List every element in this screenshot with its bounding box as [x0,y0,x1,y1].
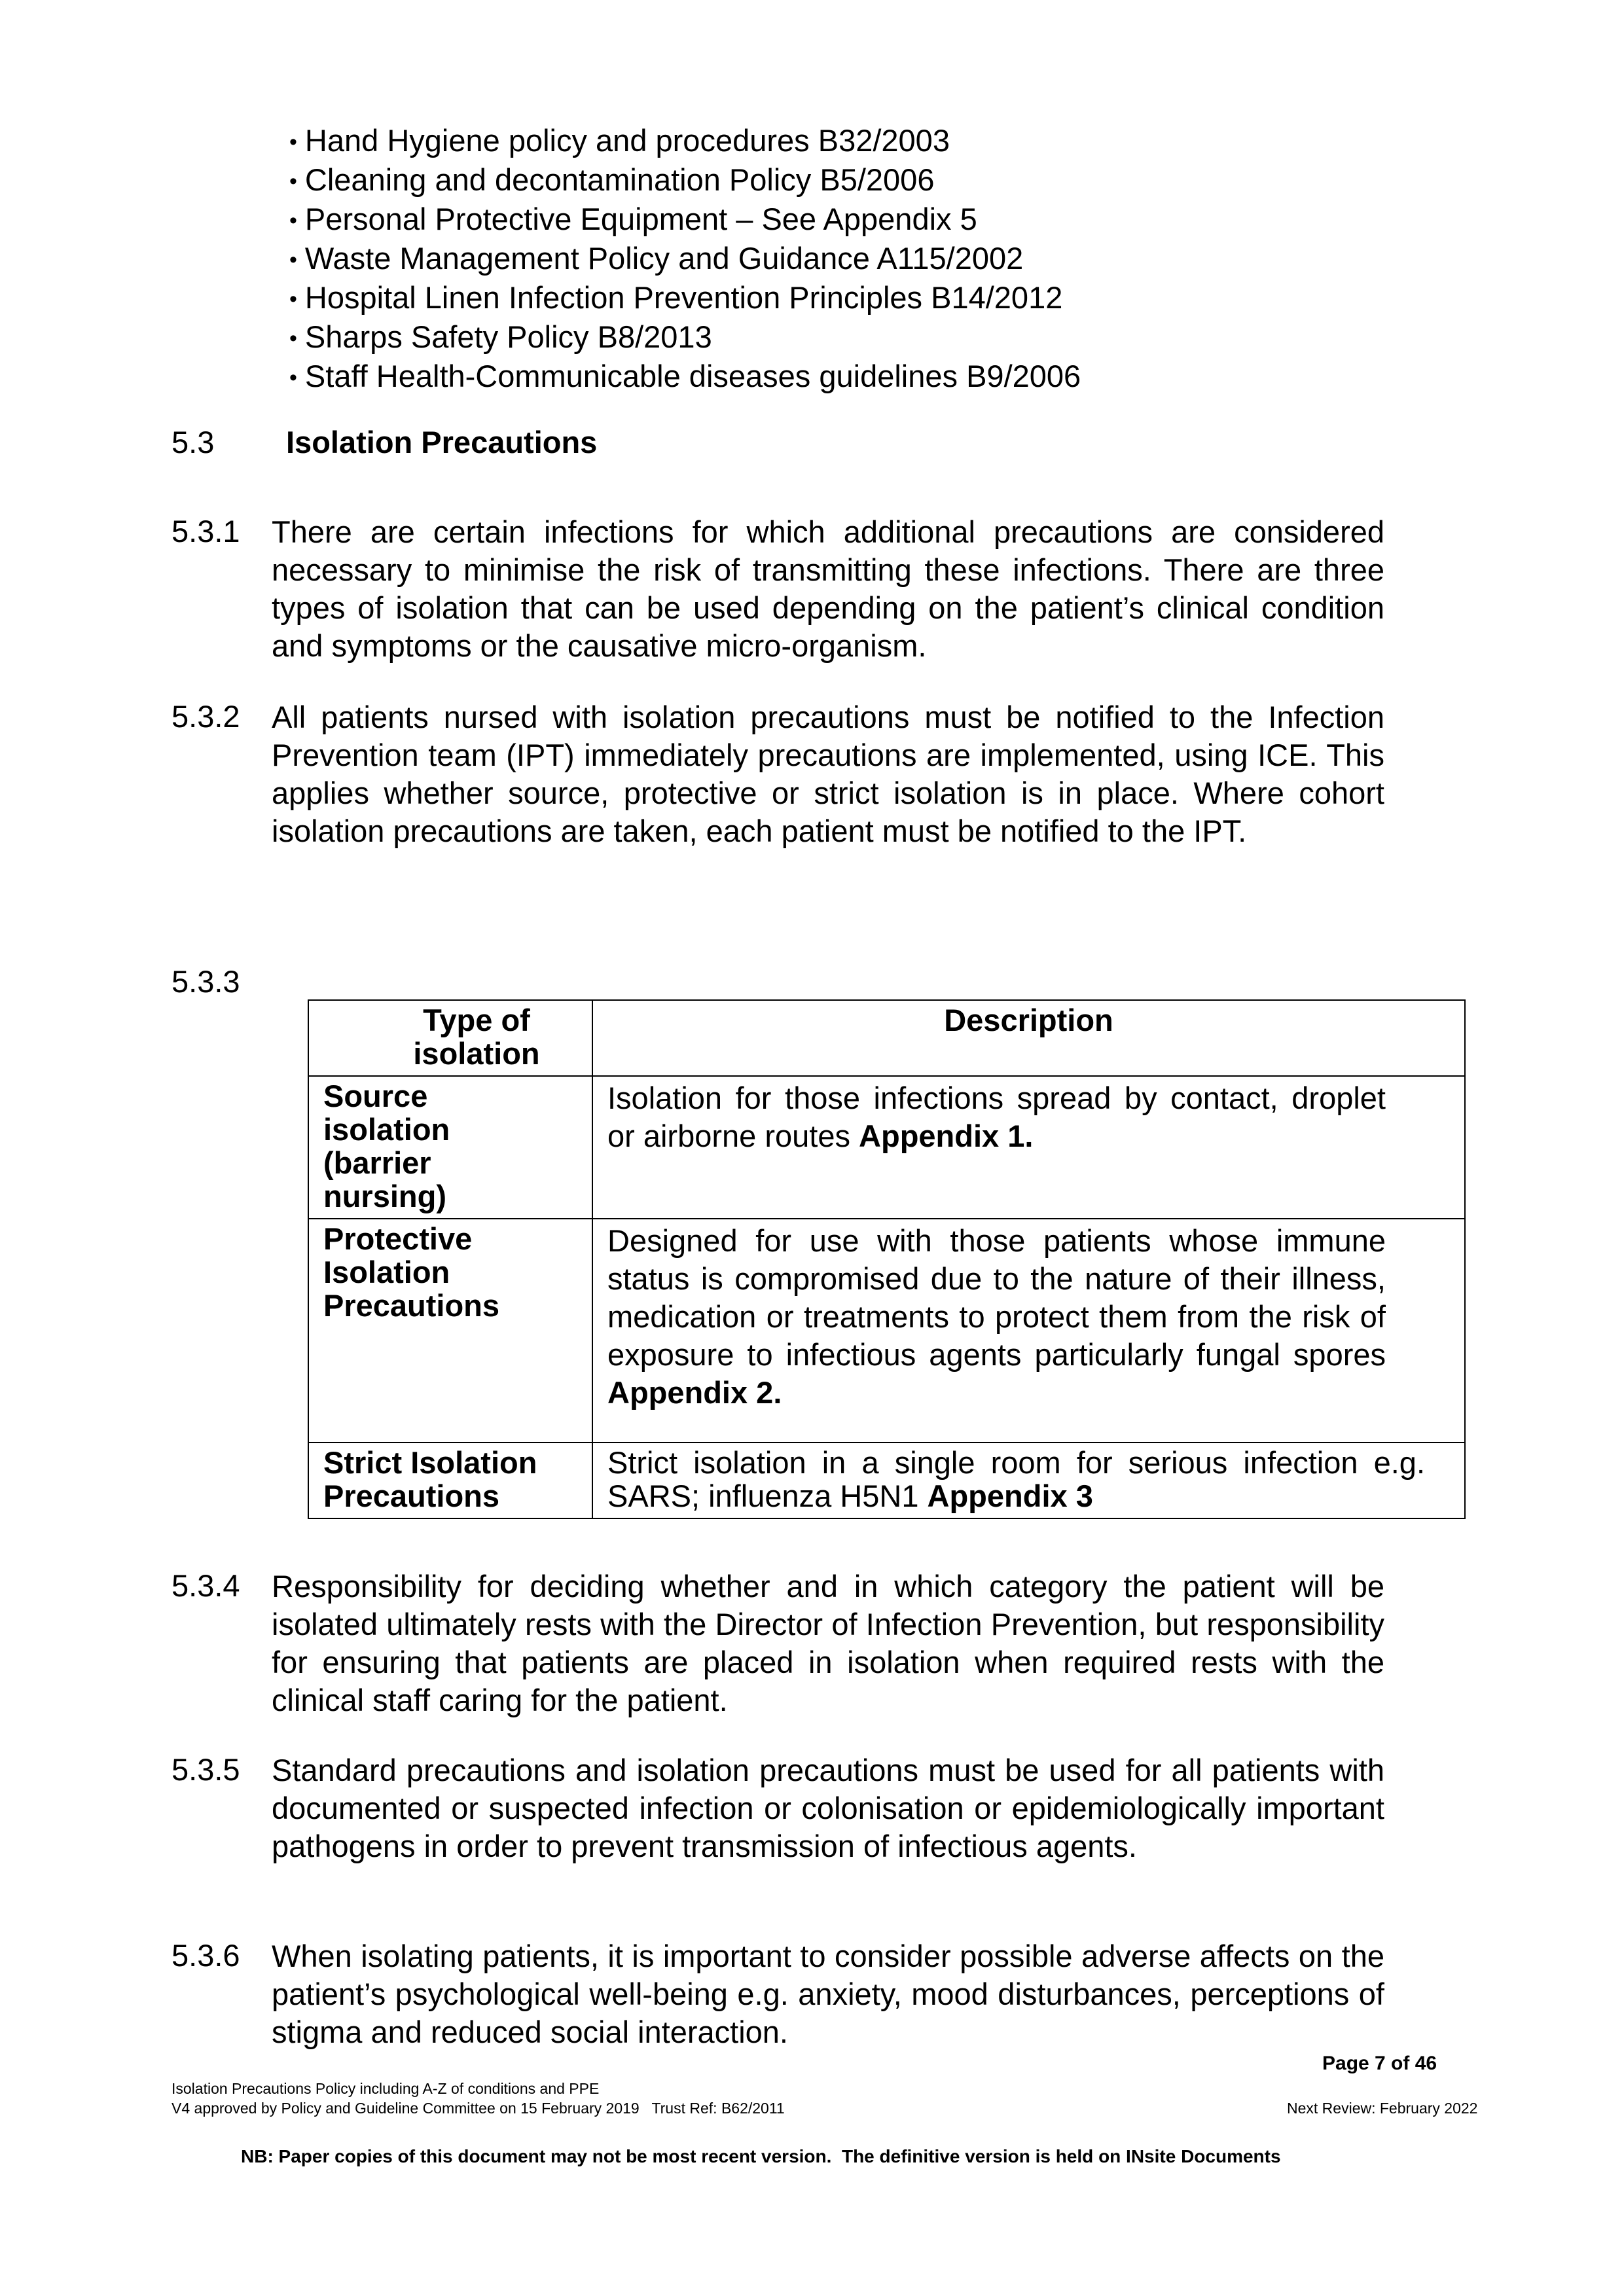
approval-info: V4 approved by Policy and Guideline Committee on 15 February 2019 Trust Ref: B62/2011 [171,2100,785,2117]
appendix-reference: Appendix 2. [607,1375,782,1410]
list-item: • Waste Management Policy and Guidance A115/2002 [289,241,1024,276]
table-header-row [308,1000,1465,1076]
section-number: 5.3 [171,425,215,459]
section-title: Isolation Precautions [286,425,598,459]
paragraph-number: 5.3.5 [171,1752,240,1787]
isolation-description-cell: Designed for use with those patients whose immune status is compromised due to the nature of their illness, medication or treatments to protect them from the risk of exposure to infectious agents particularly fungal spores Appendix 2. [592,1219,1465,1443]
isolation-type-cell: Source isolation (barrier nursing) [308,1076,592,1219]
paragraph-text: All patients nursed with isolation precautions must be notified to the Infection Prevention team (IPT) immediately precautions are implemented, using ICE. This applies whether source, protective or strict isolation is in place. Where cohort isolation precautions are taken, each patient must be notified to the IPT. [272,700,1384,848]
paragraph-text: When isolating patients, it is important to consider possible adverse affects on the patient’s psychological well-being e.g. anxiety, mood disturbances, perceptions of stigma and reduced social interaction. [272,1939,1384,2049]
paper-copy-notice: NB: Paper copies of this document may not be most recent version. The definitive version is held on INsite Documents [241,2146,1281,2166]
document-title: Isolation Precautions Policy including A-Z of conditions and PPE [171,2080,600,2097]
isolation-type-cell: Protective Isolation Precautions [308,1219,592,1443]
appendix-reference: Appendix 3 [927,1479,1093,1513]
table-row [308,1443,1465,1518]
paragraph-number: 5.3.1 [171,514,240,548]
paragraph-text: Standard precautions and isolation precautions must be used for all patients with documented or suspected infection or colonisation or epidemiologically important pathogens in order to prevent transmission of infectious agents. [272,1753,1384,1863]
column-header-type: Type of isolation [308,1000,592,1076]
paragraph-number: 5.3.6 [171,1938,240,1973]
related-policies-list [289,122,1081,397]
list-item: • Cleaning and decontamination Policy B5/2006 [289,162,935,197]
table-row [308,1076,1465,1219]
page-number: Page 7 of 46 [1322,2053,1437,2074]
isolation-types-table [308,999,1466,1519]
paragraph-number: 5.3.3 [171,964,240,999]
isolation-description-cell: Strict isolation in a single room for serious infection e.g. SARS; influenza H5N1 Appendix 3 [592,1443,1465,1518]
list-item: • Personal Protective Equipment – See Appendix 5 [289,202,977,236]
next-review-date: Next Review: February 2022 [1287,2100,1478,2117]
paragraph-number: 5.3.4 [171,1568,240,1603]
table-row [308,1219,1465,1443]
list-item: • Sharps Safety Policy B8/2013 [289,319,712,354]
paragraph-text: There are certain infections for which additional precautions are considered necessary to minimise the risk of transmitting these infections. There are three types of isolation that can be used depending on the patient’s clinical condition and symptoms or the causative micro-organism. [272,514,1384,663]
list-item: • Staff Health-Communicable diseases guidelines B9/2006 [289,359,1081,393]
appendix-reference: Appendix 1. [859,1119,1034,1153]
list-item: • Hand Hygiene policy and procedures B32/2003 [289,123,950,158]
isolation-type-cell: Strict Isolation Precautions [308,1443,592,1518]
list-item: • Hospital Linen Infection Prevention Principles B14/2012 [289,280,1063,315]
column-header-description: Description [592,1000,1465,1076]
paragraph-number: 5.3.2 [171,699,240,734]
paragraph-text: Responsibility for deciding whether and in which category the patient will be isolated ultimately rests with the Director of Infection Prevention, but responsibility for ensuring that patients are placed in isolation when required rests with the clinical staff caring for the patient. [272,1569,1384,1717]
isolation-description-cell: Isolation for those infections spread by contact, droplet or airborne routes Appendix 1. [592,1076,1465,1219]
